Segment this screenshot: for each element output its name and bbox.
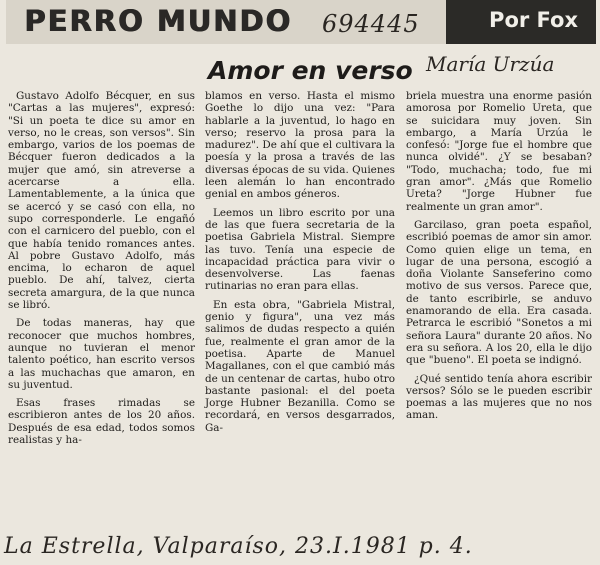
paragraph: Esas frases rimadas se escribieron antes de los 20 años. Después de esa edad, todos somos realistas y ha- (8, 397, 195, 447)
paragraph: Gustavo Adolfo Bécquer, en sus "Cartas a las mujeres", expresó: "Si un poeta te dice su amor en verso, no le creas, son versos". Sin embargo, varios de los poemas de Bécquer fueron dedicados a la mujer que amó, sin atreverse a acercarse a ella. Lamentablemente, a la única que se acercó y se casó con ella, no supo corresponderle. Le engañó con el carnicero del pueblo, con el que había tenido romances antes. Al pobre Gustavo Adolfo, más encima, lo echaron de aquel pueblo. De ahí, talvez, cierta secreta amargura, de la que nunca se libró. (8, 90, 195, 312)
article-column-2 (205, 90, 395, 440)
column-banner (6, 0, 596, 44)
paragraph: briela muestra una enorme pasión amorosa por Romelio Ureta, que se suicidara muy joven. Sin embargo, a María Urzúa le confesó: "Jorge fue el hombre que nunca olvidé". ¿Y se besaban? "Todo, muchacha; todo, fue mi gran amor". ¿Más que Romelio Ureta? "Jorge Hubner fue realmente un gran amor". (406, 90, 592, 213)
handwritten-author-note: María Urzúa (426, 52, 555, 76)
paragraph: Leemos un libro escrito por una de las que fuera secretaria de la poetisa Gabriela Mistral. Siempre las tuvo. Tenía una especie de incapacidad práctica para vivir o desenvolverse. Las faenas rutinarias no eran para ellas. (205, 206, 395, 293)
article-column-3 (406, 90, 592, 428)
article-column-1 (8, 90, 195, 452)
paragraph: Garcilaso, gran poeta español, escribió poemas de amor sin amor. Como quien elige un tema, en lugar de una persona, escogió a doña Violante Sanseferino como motivo de sus versos. Parece que, de tanto escribirle, se anduvo enamorando de ella. Era casada. Petrarca le escribió "Sonetos a mi señora Laura" durante 20 años. No era su señora. A los 20, ella le dijo que "bueno". El poeta se indignó. (406, 218, 592, 367)
paragraph: De todas maneras, hay que reconocer que muchos hombres, aunque no tuvieran el menor talento poético, han escrito versos a las muchachas que amaron, en su juventud. (8, 317, 195, 391)
handwritten-source-note: La Estrella, Valparaíso, 23.I.1981 p. 4. (4, 534, 473, 559)
column-author: Por Fox (489, 8, 578, 32)
paragraph: En esta obra, "Gabriela Mistral, genio y figura", una vez más salimos de dudas respecto a quién fue, realmente el gran amor de la poetisa. Aparte de Manuel Magallanes, con el que cambió más de un centenar de cartas, hubo otro bastante pasional: el del poeta Jorge Hubner Bezanilla. Como se recordará, en versos desgarrados, Ga- (205, 298, 395, 434)
paragraph: ¿Qué sentido tenía ahora escribir versos? Sólo se le pueden escribir poemas a las mujeres que no nos aman. (406, 372, 592, 422)
author-box (446, 0, 596, 44)
article-title: Amor en verso (208, 56, 413, 85)
column-masthead: PERRO MUNDO (24, 4, 292, 38)
handwritten-catalog-code: 694445 (322, 10, 420, 38)
paragraph: blamos en verso. Hasta el mismo Goethe lo dijo una vez: "Para hablarle a la juventud, lo hago en verso; reservo la prosa para la madurez". De ahí que el cultivara la poesía y la prosa a través de las diversas épocas de su vida. Quienes leen alemán lo han encontrado genial en ambos géneros. (205, 90, 395, 201)
